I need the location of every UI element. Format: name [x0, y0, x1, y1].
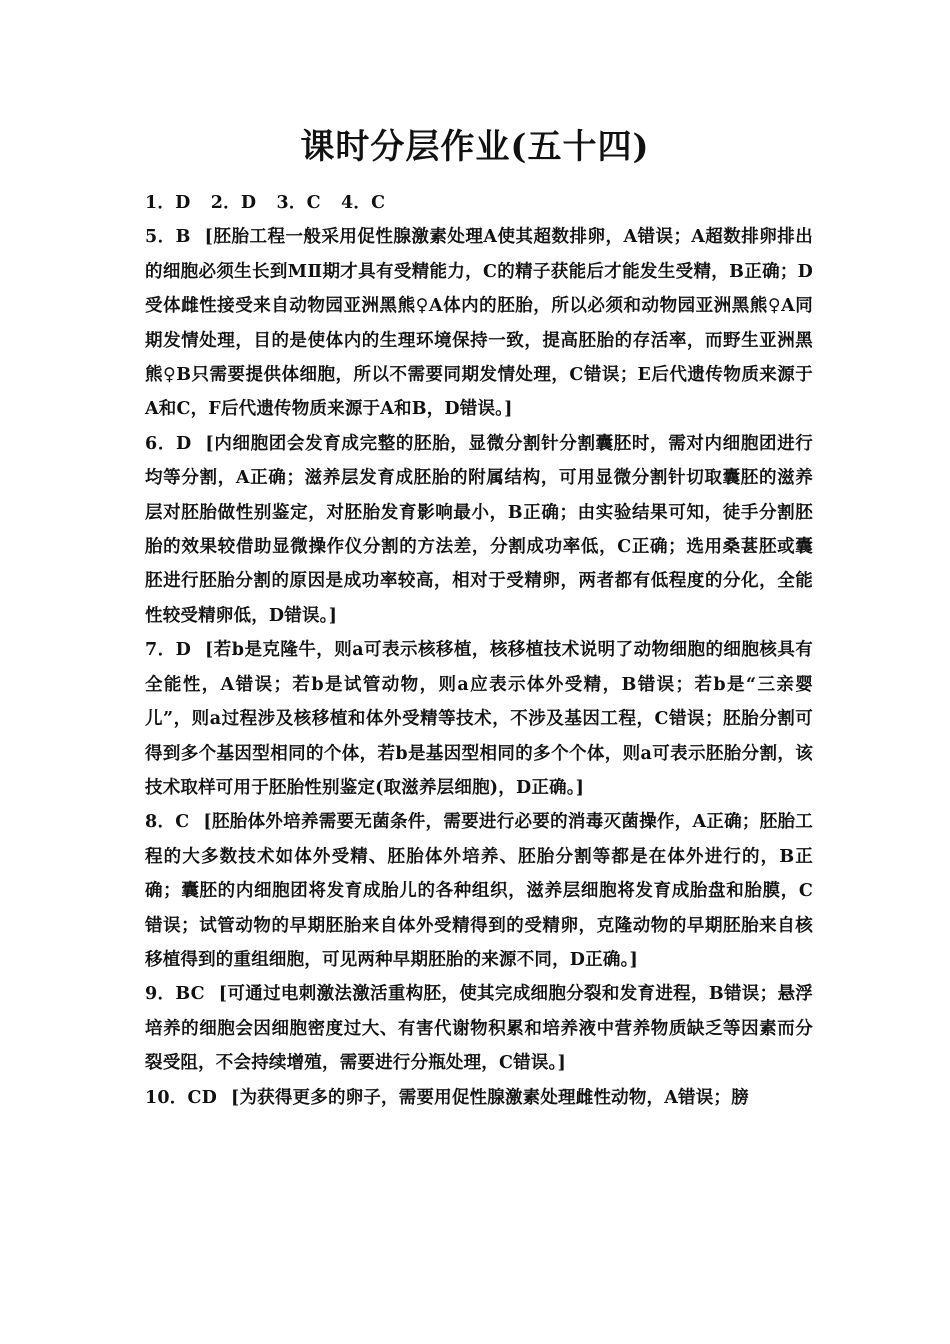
answer-number: 2．: [210, 193, 241, 213]
answer-number: 1．: [145, 193, 176, 213]
explanation-text: [为获得更多的卵子，需要用促性腺激素处理雌性动物，A错误；膀: [230, 1087, 749, 1108]
answer-choice: C: [371, 193, 386, 213]
answer-choice: D: [175, 193, 191, 213]
question-number: 8．: [145, 812, 176, 833]
short-answers-line: [145, 186, 813, 220]
answer-choice: C: [175, 812, 190, 833]
explanation-text: [胚胎体外培养需要无菌条件，需要进行必要的消毒灭菌操作，A正确；胚胎工程的大多数技术如体外受精、胚胎体外培养、胚胎分割等都是在体外进行的，B正确；囊胚的内细胞团将发育成胎儿的各种组织，滋养层细胞将发育成胎盘和胎膜，C错误；试管动物的早期胚胎来自体外受精得到的受精卵，克隆动物的早期胚胎来自核移植得到的重组细胞，可见两种早期胚胎的来源不同，D正确。]: [145, 812, 814, 970]
answer-choice: CD: [187, 1087, 217, 1108]
explanation-text: [若b是克隆牛，则a可表示核移植，核移植技术说明了动物细胞的细胞核具有全能性，A错误；若b是试管动物，则a应表示体外受精，B错误；若b是“三亲婴儿”，则a过程涉及核移植和体外受精等技术，不涉及基因工程，C错误；胚胎分割可得到多个基因型相同的个体，若b是基因型相同的多个个体，则a可表示胚胎分割，该技术取样可用于胚胎性别鉴定(取滋养层细胞)，D正确。]: [145, 640, 814, 798]
question-number: 7．: [145, 640, 176, 661]
question-number: 9．: [145, 984, 176, 1005]
answer-choice: BC: [175, 984, 205, 1005]
page-title: 课时分层作业(五十四): [300, 127, 650, 167]
answer-choice: D: [175, 640, 192, 661]
answer-choice: D: [176, 433, 192, 454]
answer-choice: B: [175, 227, 191, 248]
explanation-item: [145, 977, 813, 1080]
answer-choice: C: [306, 193, 321, 213]
explanation-item: [145, 1081, 813, 1115]
explanation-text: [内细胞团会发育成完整的胚胎，显微分割针分割囊胚时，需对内细胞团进行均等分割，A正确；滋养层发育成胚胎的附属结构，可用显微分割针切取囊胚的滋养层对胚胎做性别鉴定，对胚胎发育影响最小，B正确；由实验结果可知，徒手分割胚胎的效果较借助显微操作仪分割的方法差，分割成功率低，C正确；选用桑葚胚或囊胚进行胚胎分割的原因是成功率较高，相对于受精卵，两者都有低程度的分化，全能性较受精卵低，D错误。]: [145, 433, 814, 626]
question-number: 5．: [145, 227, 176, 248]
question-number: 10．: [145, 1087, 188, 1108]
answer-number: 3．: [276, 193, 307, 213]
explanation-item: [145, 805, 813, 977]
explanation-item: [145, 220, 813, 426]
answer-content: [145, 186, 813, 1115]
explanation-item: [145, 633, 813, 805]
explanation-text: [可通过电刺激法激活重构胚，使其完成细胞分裂和发育进程，B错误；悬浮培养的细胞会因细胞密度过大、有害代谢物积累和培养液中营养物质缺乏等因素而分裂受阻，不会持续增殖，需要进行分瓶处理，C错误。]: [145, 984, 813, 1074]
explanation-text: [胚胎工程一般采用促性腺激素处理A使其超数排卵，A错误；A超数排卵排出的细胞必须生长到MⅡ期才具有受精能力，C的精子获能后才能发生受精，B正确；D受体雌性接受来自动物园亚洲黑熊♀A体内的胚胎，所以必须和动物园亚洲黑熊♀A同期发情处理，目的是使体内的生理环境保持一致，提高胚胎的存活率，而野生亚洲黑熊♀B只需要提供体细胞，所以不需要同期发情处理，C错误；E后代遗传物质来源于A和C，F后代遗传物质来源于A和B，D错误。]: [145, 227, 813, 420]
answer-choice: D: [240, 193, 257, 213]
explanation-item: [145, 427, 813, 633]
question-number: 6．: [145, 433, 176, 454]
answer-number: 4．: [341, 193, 372, 213]
